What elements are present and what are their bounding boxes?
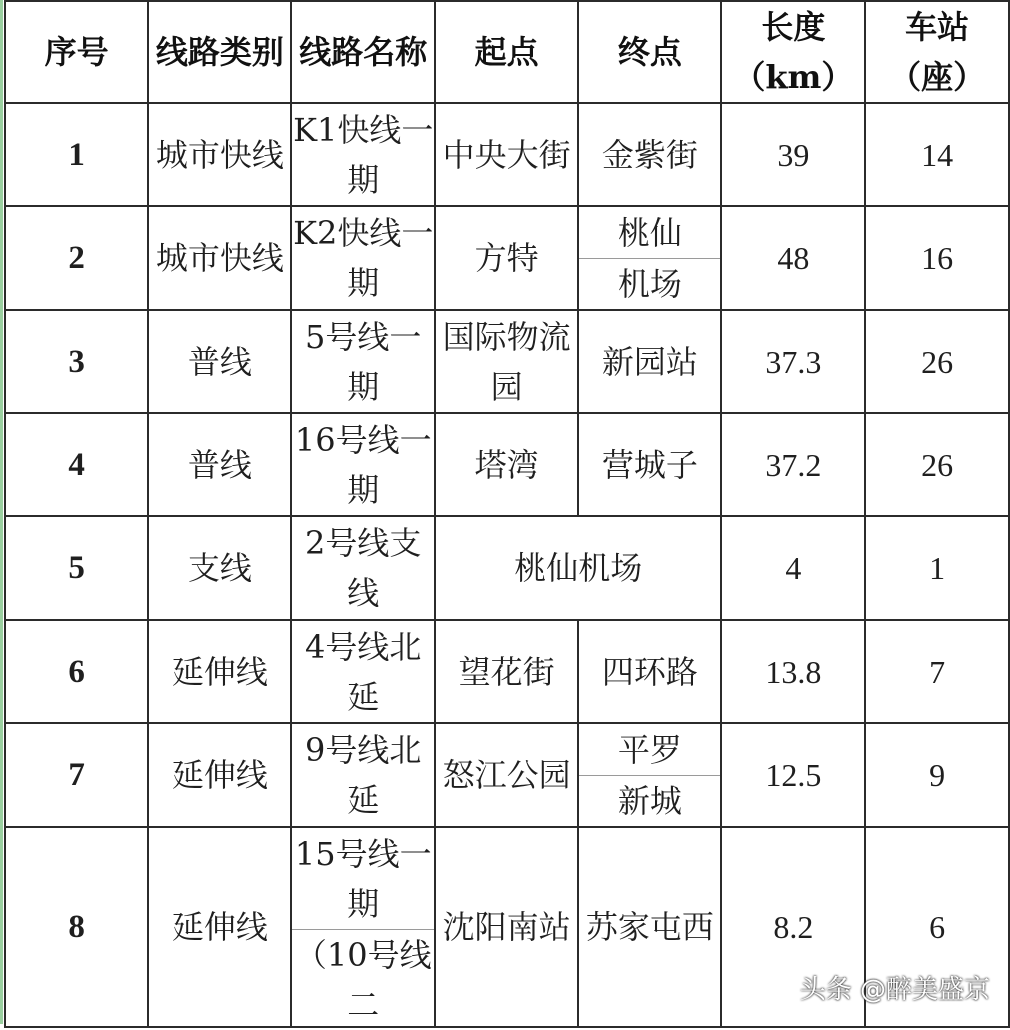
row-no: 2 bbox=[5, 206, 148, 310]
row-name: 2号线支线 bbox=[291, 516, 435, 620]
row-no: 6 bbox=[5, 620, 148, 723]
header-length: 长度（km） bbox=[721, 1, 865, 103]
row-name: 16号线一期 bbox=[291, 413, 435, 516]
row-end: 苏家屯西 bbox=[578, 827, 721, 1027]
row-type: 支线 bbox=[148, 516, 291, 620]
row-end-part: 新城 bbox=[579, 775, 720, 826]
row-type: 延伸线 bbox=[148, 827, 291, 1027]
row-stations: 26 bbox=[865, 310, 1009, 413]
row-no: 7 bbox=[5, 723, 148, 827]
row-name bbox=[291, 827, 435, 1027]
row-start: 方特 bbox=[435, 206, 578, 310]
window-edge bbox=[0, 0, 3, 1024]
row-no: 8 bbox=[5, 827, 148, 1027]
header-row bbox=[5, 1, 1009, 103]
row-end: 营城子 bbox=[578, 413, 721, 516]
row-no: 5 bbox=[5, 516, 148, 620]
row-name: K1快线一期 bbox=[291, 103, 435, 206]
row-length: 37.3 bbox=[721, 310, 865, 413]
table-row bbox=[5, 723, 1009, 827]
row-stations: 1 bbox=[865, 516, 1009, 620]
table-row bbox=[5, 206, 1009, 310]
table-row bbox=[5, 310, 1009, 413]
row-length: 12.5 bbox=[721, 723, 865, 827]
row-end-part: 桃仙 bbox=[617, 214, 682, 252]
metro-lines-table bbox=[4, 0, 1010, 1028]
header-stations: 车站（座） bbox=[865, 1, 1009, 103]
row-start: 塔湾 bbox=[435, 413, 578, 516]
header-end: 终点 bbox=[578, 1, 721, 103]
row-start: 国际物流园 bbox=[435, 310, 578, 413]
table-row bbox=[5, 620, 1009, 723]
row-no: 1 bbox=[5, 103, 148, 206]
row-type: 普线 bbox=[148, 413, 291, 516]
row-end bbox=[578, 206, 721, 310]
watermark: 头条 @醉美盛京 bbox=[799, 975, 990, 1005]
row-stations: 26 bbox=[865, 413, 1009, 516]
header-name: 线路名称 bbox=[291, 1, 435, 103]
row-stations: 9 bbox=[865, 723, 1009, 827]
row-end bbox=[578, 723, 721, 827]
row-name: 5号线一期 bbox=[291, 310, 435, 413]
row-type: 城市快线 bbox=[148, 206, 291, 310]
row-name: 4号线北延 bbox=[291, 620, 435, 723]
row-length: 37.2 bbox=[721, 413, 865, 516]
row-start: 望花街 bbox=[435, 620, 578, 723]
header-type: 线路类别 bbox=[148, 1, 291, 103]
row-start: 怒江公园 bbox=[435, 723, 578, 827]
row-stations: 6 bbox=[865, 827, 1009, 1027]
table-row bbox=[5, 103, 1009, 206]
row-type: 延伸线 bbox=[148, 723, 291, 827]
row-type: 延伸线 bbox=[148, 620, 291, 723]
table-row bbox=[5, 516, 1009, 620]
row-name: K2快线一期 bbox=[291, 206, 435, 310]
row-start-end: 桃仙机场 bbox=[435, 516, 721, 620]
row-no: 3 bbox=[5, 310, 148, 413]
row-end-part: 平罗 bbox=[617, 731, 682, 769]
row-name-part: 15号线一期 bbox=[294, 835, 432, 923]
row-length: 48 bbox=[721, 206, 865, 310]
header-start: 起点 bbox=[435, 1, 578, 103]
row-end-part: 机场 bbox=[579, 258, 720, 309]
row-end: 新园站 bbox=[578, 310, 721, 413]
row-length: 4 bbox=[721, 516, 865, 620]
row-end: 金紫街 bbox=[578, 103, 721, 206]
header-no: 序号 bbox=[5, 1, 148, 103]
row-length: 13.8 bbox=[721, 620, 865, 723]
row-length: 39 bbox=[721, 103, 865, 206]
row-start: 沈阳南站 bbox=[435, 827, 578, 1027]
row-stations: 14 bbox=[865, 103, 1009, 206]
row-name-part: （10号线二 bbox=[292, 929, 434, 1030]
row-type: 城市快线 bbox=[148, 103, 291, 206]
row-start: 中央大街 bbox=[435, 103, 578, 206]
row-type: 普线 bbox=[148, 310, 291, 413]
table-row bbox=[5, 413, 1009, 516]
row-no: 4 bbox=[5, 413, 148, 516]
row-length: 8.2 bbox=[721, 827, 865, 1027]
row-name: 9号线北延 bbox=[291, 723, 435, 827]
row-stations: 7 bbox=[865, 620, 1009, 723]
row-stations: 16 bbox=[865, 206, 1009, 310]
row-end: 四环路 bbox=[578, 620, 721, 723]
